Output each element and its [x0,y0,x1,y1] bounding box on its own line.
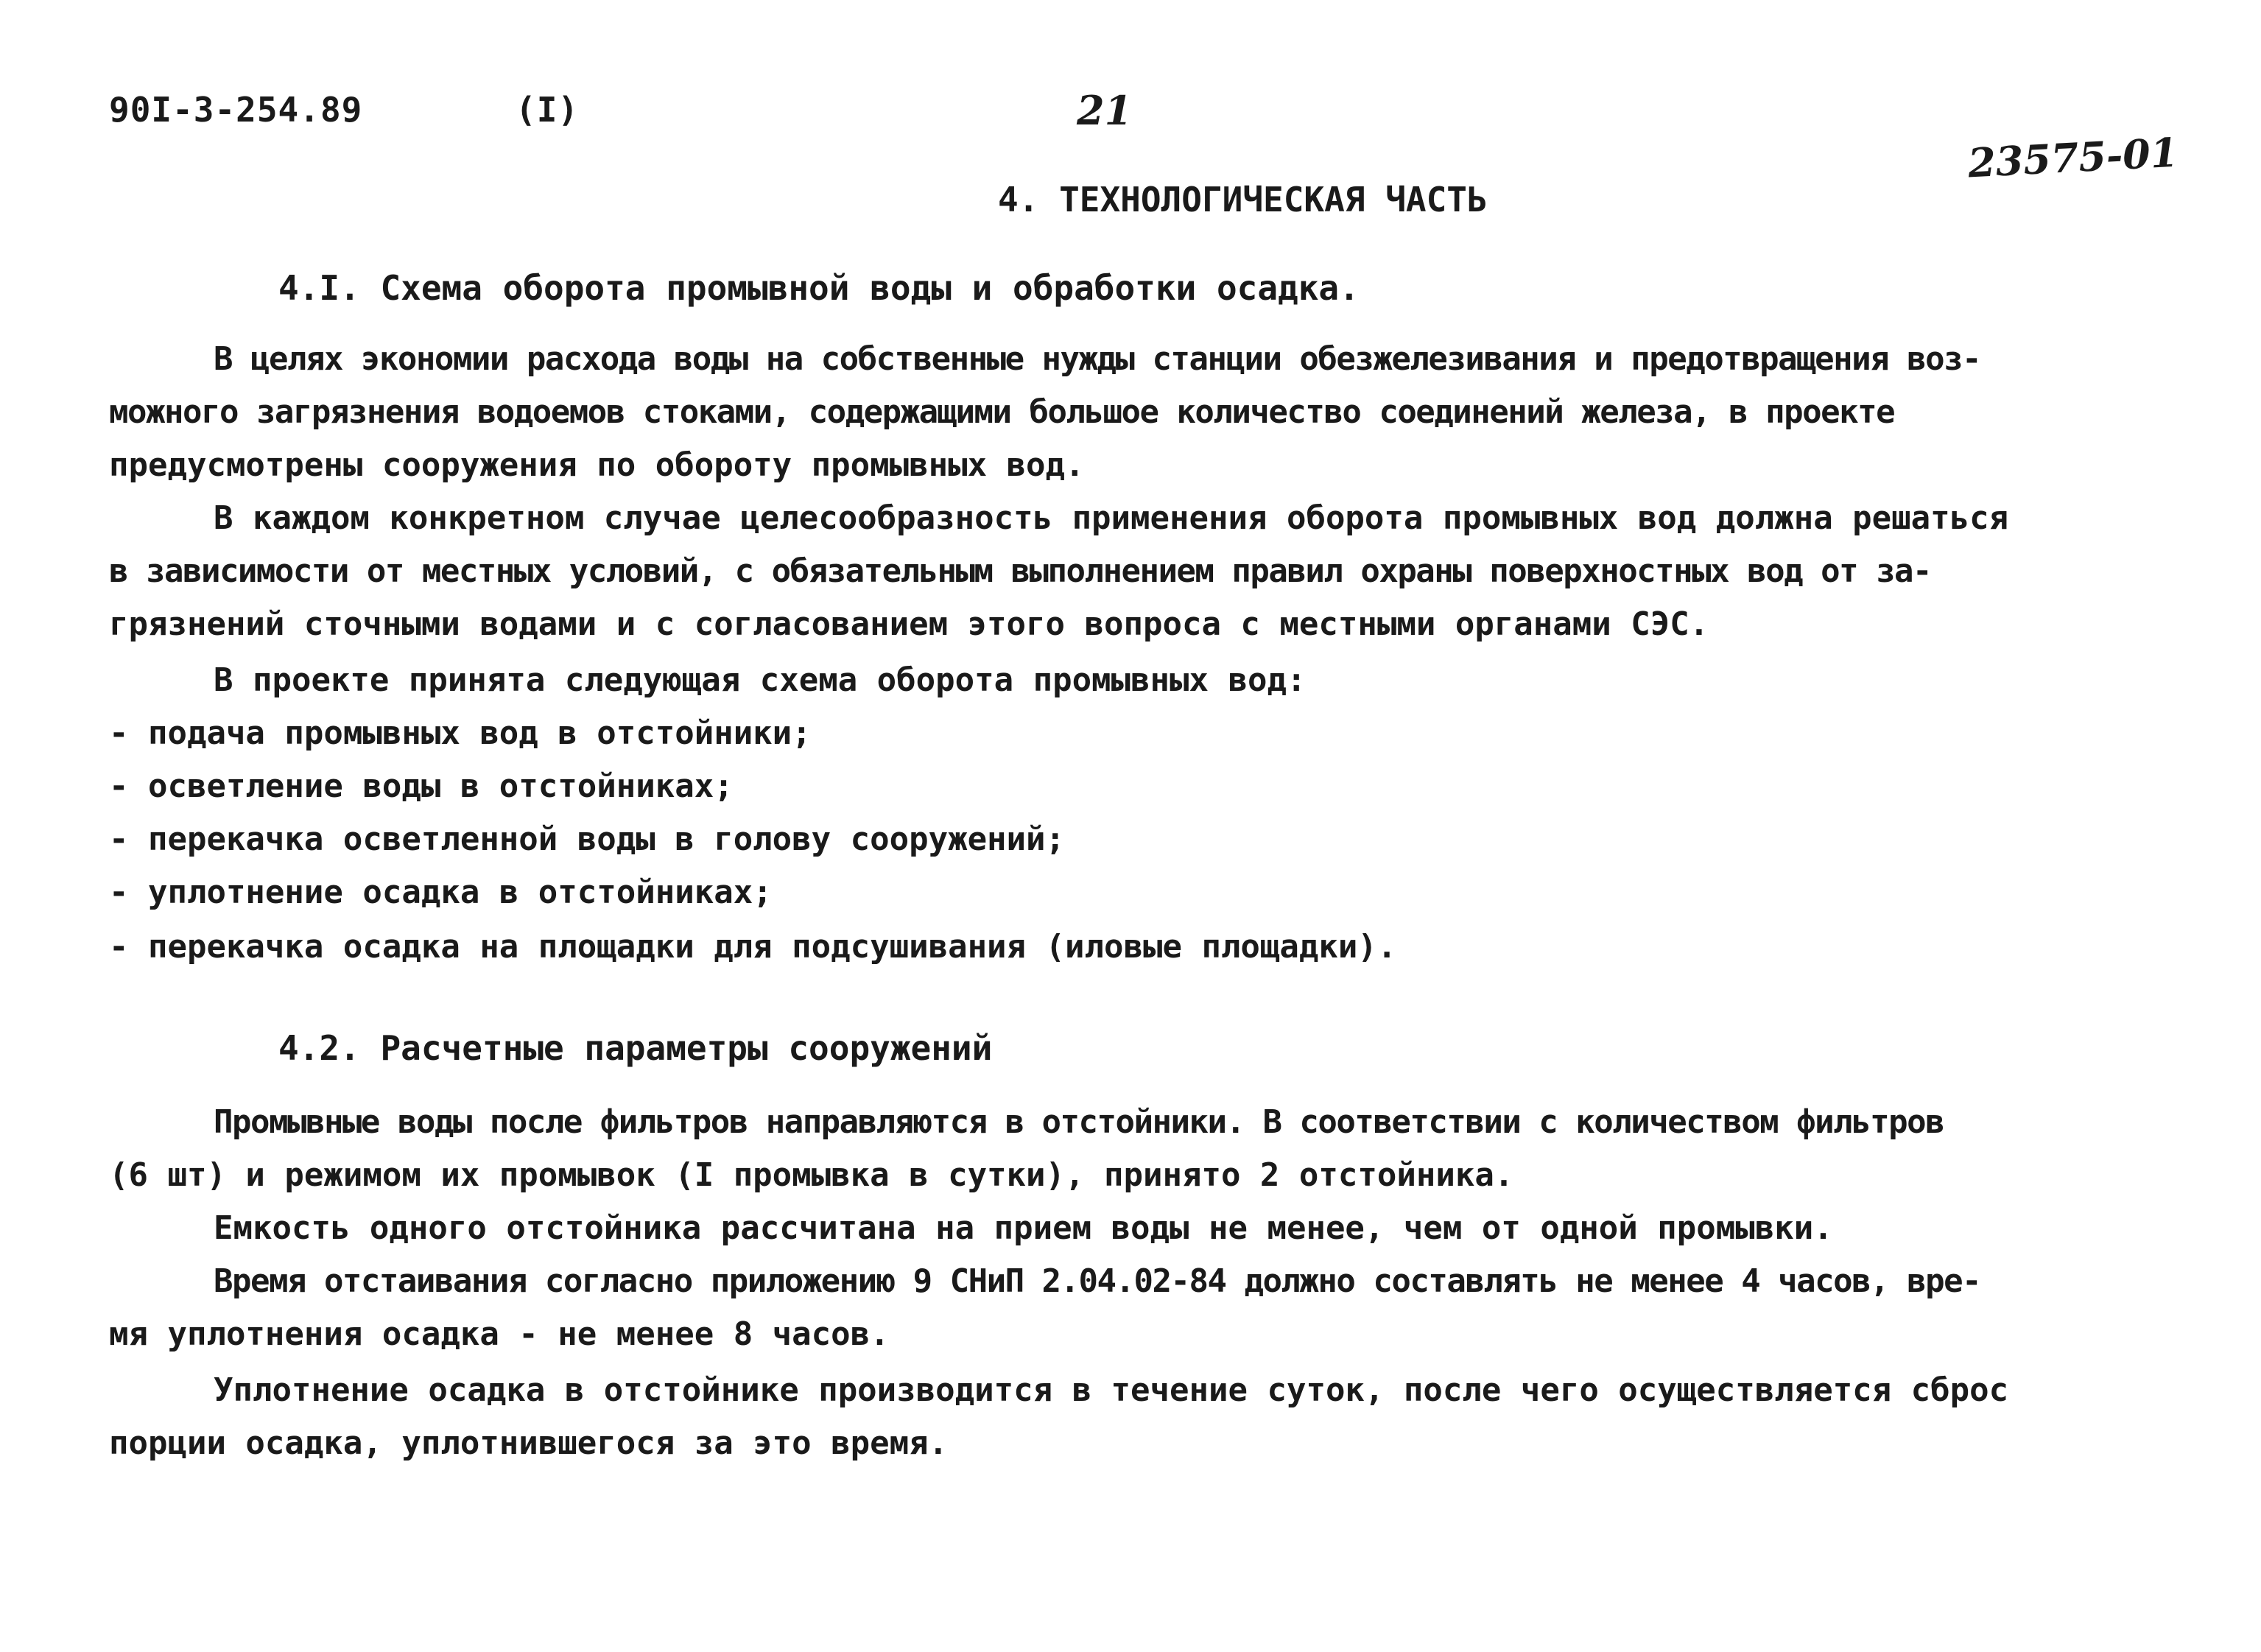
paragraph-line: грязнений сточными водами и с согласованием этого вопроса с местными органами СЭС. [109,605,1709,643]
list-item: - осветление воды в отстойниках; [109,767,734,805]
paragraph-line: в зависимости от местных условий, с обязательным выполнением правил охраны поверхностных вод от за- [109,552,1932,590]
list-item: - уплотнение осадка в отстойниках; [109,874,773,911]
archive-number: 23575-01 [1966,128,2179,187]
paragraph-line: можного загрязнения водоемов стоками, содержащими большое количество соединений железа, в проекте [109,393,1895,431]
list-item: - перекачка осадка на площадки для подсушивания (иловые площадки). [109,928,1397,966]
paragraph-line: порции осадка, уплотнившегося за это время. [109,1424,949,1462]
page-number: 21 [1077,87,1133,134]
list-item: - перекачка осветленной воды в голову сооружений; [109,820,1066,858]
subsection-2-title: 4.2. Расчетные параметры сооружений [278,1028,993,1068]
paragraph-line: мя уплотнения осадка - не менее 8 часов. [109,1315,890,1353]
paragraph-line: Промывные воды после фильтров направляются в отстойники. В соответствии с количеством фильтров [214,1103,1944,1141]
section-title: 4. ТЕХНОЛОГИЧЕСКАЯ ЧАСТЬ [998,180,1488,219]
paragraph-line: В каждом конкретном случае целесообразность применения оборота промывных вод должна решаться [214,499,2009,537]
paragraph-line: предусмотрены сооружения по обороту промывных вод. [109,446,1085,484]
document-code: 90I-3-254.89 [109,90,363,130]
subsection-1-title: 4.I. Схема оборота промывной воды и обработки осадка. [278,268,1360,308]
paragraph-line: Уплотнение осадка в отстойнике производится в течение суток, после чего осуществляется сброс [214,1371,2009,1409]
volume-number: (I) [516,90,580,130]
list-item: - подача промывных вод в отстойники; [109,714,812,752]
paragraph-line: В целях экономии расхода воды на собственные нужды станции обезжелезивания и предотвращения воз- [214,340,1981,378]
paragraph-line: В проекте принята следующая схема оборота промывных вод: [214,661,1307,699]
paragraph-line: Время отстаивания согласно приложению 9 СНиП 2.04.02-84 должно составлять не менее 4 часов, вре- [214,1262,1981,1300]
paragraph-line: Емкость одного отстойника рассчитана на прием воды не менее, чем от одной промывки. [214,1209,1833,1247]
paragraph-line: (6 шт) и режимом их промывок (I промывка в сутки), принято 2 отстойника. [109,1156,1514,1194]
